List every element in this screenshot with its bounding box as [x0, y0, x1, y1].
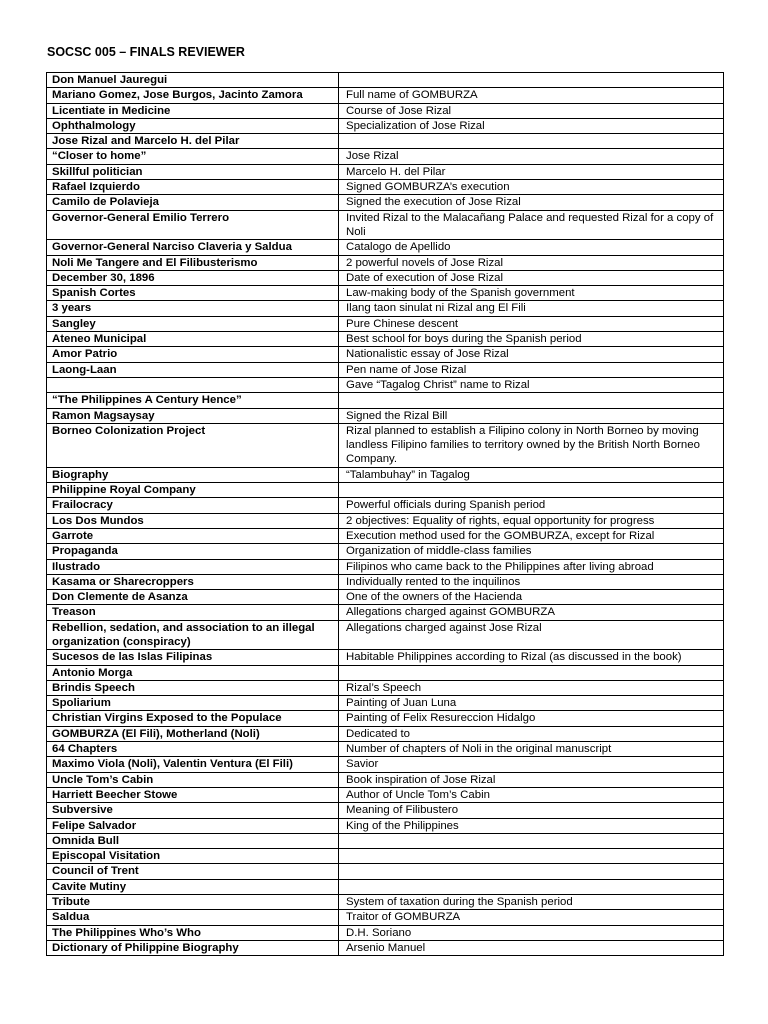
term-cell: Spoliarium: [47, 696, 339, 711]
table-row: [47, 240, 724, 255]
term-cell: Amor Patrio: [47, 347, 339, 362]
table-row: [47, 787, 724, 802]
description-cell: King of the Philippines: [339, 818, 724, 833]
term-cell: Dictionary of Philippine Biography: [47, 940, 339, 955]
description-cell: Arsenio Manuel: [339, 940, 724, 955]
table-row: [47, 895, 724, 910]
table-row: [47, 316, 724, 331]
description-cell: Author of Uncle Tom’s Cabin: [339, 787, 724, 802]
term-cell: Episcopal Visitation: [47, 849, 339, 864]
table-row: [47, 423, 724, 467]
term-cell: Don Clemente de Asanza: [47, 590, 339, 605]
description-cell: Book inspiration of Jose Rizal: [339, 772, 724, 787]
table-row: [47, 377, 724, 392]
table-row: [47, 680, 724, 695]
term-cell: Governor-General Emilio Terrero: [47, 210, 339, 240]
description-cell: [339, 483, 724, 498]
description-cell: Gave “Tagalog Christ” name to Rizal: [339, 377, 724, 392]
description-cell: Pure Chinese descent: [339, 316, 724, 331]
description-cell: Number of chapters of Noli in the original manuscript: [339, 742, 724, 757]
term-cell: “The Philippines A Century Hence”: [47, 393, 339, 408]
term-cell: GOMBURZA (El Fili), Motherland (Noli): [47, 726, 339, 741]
term-cell: Ramon Magsaysay: [47, 408, 339, 423]
table-row: [47, 408, 724, 423]
description-cell: Date of execution of Jose Rizal: [339, 270, 724, 285]
term-cell: Mariano Gomez, Jose Burgos, Jacinto Zamora: [47, 88, 339, 103]
table-row: [47, 528, 724, 543]
description-cell: System of taxation during the Spanish period: [339, 895, 724, 910]
table-row: [47, 772, 724, 787]
description-cell: Invited Rizal to the Malacañang Palace and requested Rizal for a copy of Noli: [339, 210, 724, 240]
description-cell: [339, 879, 724, 894]
table-row: [47, 467, 724, 482]
table-row: [47, 149, 724, 164]
term-cell: Subversive: [47, 803, 339, 818]
description-cell: Organization of middle-class families: [339, 544, 724, 559]
table-row: [47, 726, 724, 741]
table-row: [47, 513, 724, 528]
table-row: [47, 605, 724, 620]
description-cell: Ilang taon sinulat ni Rizal ang El Fili: [339, 301, 724, 316]
description-cell: “Talambuhay” in Tagalog: [339, 467, 724, 482]
table-row: [47, 164, 724, 179]
term-cell: Treason: [47, 605, 339, 620]
table-row: [47, 270, 724, 285]
table-row: [47, 696, 724, 711]
term-cell: Laong-Laan: [47, 362, 339, 377]
description-cell: D.H. Soriano: [339, 925, 724, 940]
term-cell: Sucesos de las Islas Filipinas: [47, 650, 339, 665]
description-cell: Painting of Felix Resureccion Hidalgo: [339, 711, 724, 726]
table-row: [47, 940, 724, 955]
description-cell: Individually rented to the inquilinos: [339, 574, 724, 589]
description-cell: Rizal planned to establish a Filipino colony in North Borneo by moving landless Filipino families to territory owned by the British North Borneo Company.: [339, 423, 724, 467]
term-cell: Felipe Salvador: [47, 818, 339, 833]
table-row: [47, 650, 724, 665]
table-row: [47, 180, 724, 195]
table-row: [47, 864, 724, 879]
description-cell: Dedicated to: [339, 726, 724, 741]
table-row: [47, 544, 724, 559]
table-row: [47, 665, 724, 680]
description-cell: 2 powerful novels of Jose Rizal: [339, 255, 724, 270]
table-row: [47, 195, 724, 210]
term-cell: Harriett Beecher Stowe: [47, 787, 339, 802]
term-cell: Uncle Tom’s Cabin: [47, 772, 339, 787]
description-cell: Filipinos who came back to the Philippines after living abroad: [339, 559, 724, 574]
description-cell: Course of Jose Rizal: [339, 103, 724, 118]
description-cell: Rizal’s Speech: [339, 680, 724, 695]
description-cell: Painting of Juan Luna: [339, 696, 724, 711]
description-cell: [339, 665, 724, 680]
description-cell: Habitable Philippines according to Rizal (as discussed in the book): [339, 650, 724, 665]
term-cell: 3 years: [47, 301, 339, 316]
table-row: [47, 286, 724, 301]
description-cell: Full name of GOMBURZA: [339, 88, 724, 103]
table-row: [47, 347, 724, 362]
table-row: [47, 925, 724, 940]
term-cell: Skillful politician: [47, 164, 339, 179]
table-row: [47, 483, 724, 498]
term-cell: Los Dos Mundos: [47, 513, 339, 528]
term-cell: Garrote: [47, 528, 339, 543]
description-cell: Signed GOMBURZA’s execution: [339, 180, 724, 195]
table-row: [47, 574, 724, 589]
description-cell: [339, 134, 724, 149]
term-cell: Saldua: [47, 910, 339, 925]
term-cell: Maximo Viola (Noli), Valentin Ventura (El Fili): [47, 757, 339, 772]
term-cell: Christian Virgins Exposed to the Populace: [47, 711, 339, 726]
reviewer-table-body: [47, 73, 724, 956]
description-cell: Pen name of Jose Rizal: [339, 362, 724, 377]
term-cell: “Closer to home”: [47, 149, 339, 164]
table-row: [47, 88, 724, 103]
term-cell: Brindis Speech: [47, 680, 339, 695]
term-cell: Don Manuel Jauregui: [47, 73, 339, 88]
description-cell: Nationalistic essay of Jose Rizal: [339, 347, 724, 362]
table-row: [47, 255, 724, 270]
table-row: [47, 711, 724, 726]
table-row: [47, 210, 724, 240]
description-cell: Jose Rizal: [339, 149, 724, 164]
term-cell: The Philippines Who’s Who: [47, 925, 339, 940]
description-cell: [339, 73, 724, 88]
term-cell: Governor-General Narciso Claveria y Saldua: [47, 240, 339, 255]
description-cell: [339, 393, 724, 408]
term-cell: Philippine Royal Company: [47, 483, 339, 498]
term-cell: Council of Trent: [47, 864, 339, 879]
table-row: [47, 879, 724, 894]
table-row: [47, 301, 724, 316]
term-cell: Borneo Colonization Project: [47, 423, 339, 467]
term-cell: Biography: [47, 467, 339, 482]
term-cell: Ophthalmology: [47, 118, 339, 133]
table-row: [47, 757, 724, 772]
table-row: [47, 393, 724, 408]
table-row: [47, 559, 724, 574]
description-cell: Powerful officials during Spanish period: [339, 498, 724, 513]
table-row: [47, 803, 724, 818]
table-row: [47, 362, 724, 377]
table-row: [47, 590, 724, 605]
term-cell: December 30, 1896: [47, 270, 339, 285]
page-title: SOCSC 005 – FINALS REVIEWER: [47, 45, 245, 59]
table-row: [47, 118, 724, 133]
term-cell: 64 Chapters: [47, 742, 339, 757]
term-cell: Kasama or Sharecroppers: [47, 574, 339, 589]
table-row: [47, 818, 724, 833]
table-row: [47, 134, 724, 149]
reviewer-table: [46, 72, 724, 956]
description-cell: Allegations charged against Jose Rizal: [339, 620, 724, 650]
description-cell: Specialization of Jose Rizal: [339, 118, 724, 133]
table-row: [47, 73, 724, 88]
description-cell: Allegations charged against GOMBURZA: [339, 605, 724, 620]
term-cell: Ateneo Municipal: [47, 332, 339, 347]
description-cell: Savior: [339, 757, 724, 772]
term-cell: Antonio Morga: [47, 665, 339, 680]
description-cell: [339, 833, 724, 848]
description-cell: One of the owners of the Hacienda: [339, 590, 724, 605]
term-cell: [47, 377, 339, 392]
term-cell: Frailocracy: [47, 498, 339, 513]
table-row: [47, 332, 724, 347]
table-row: [47, 620, 724, 650]
term-cell: Sangley: [47, 316, 339, 331]
term-cell: Rebellion, sedation, and association to an illegal organization (conspiracy): [47, 620, 339, 650]
description-cell: Best school for boys during the Spanish period: [339, 332, 724, 347]
description-cell: Signed the Rizal Bill: [339, 408, 724, 423]
description-cell: [339, 864, 724, 879]
table-row: [47, 103, 724, 118]
description-cell: 2 objectives: Equality of rights, equal opportunity for progress: [339, 513, 724, 528]
description-cell: Meaning of Filibustero: [339, 803, 724, 818]
term-cell: Tribute: [47, 895, 339, 910]
description-cell: Traitor of GOMBURZA: [339, 910, 724, 925]
description-cell: [339, 849, 724, 864]
term-cell: Noli Me Tangere and El Filibusterismo: [47, 255, 339, 270]
table-row: [47, 742, 724, 757]
term-cell: Licentiate in Medicine: [47, 103, 339, 118]
table-row: [47, 833, 724, 848]
term-cell: Ilustrado: [47, 559, 339, 574]
term-cell: Jose Rizal and Marcelo H. del Pilar: [47, 134, 339, 149]
term-cell: Camilo de Polavieja: [47, 195, 339, 210]
description-cell: Law-making body of the Spanish government: [339, 286, 724, 301]
term-cell: Propaganda: [47, 544, 339, 559]
description-cell: Catalogo de Apellido: [339, 240, 724, 255]
term-cell: Spanish Cortes: [47, 286, 339, 301]
table-row: [47, 498, 724, 513]
term-cell: Cavite Mutiny: [47, 879, 339, 894]
table-row: [47, 910, 724, 925]
term-cell: Omnida Bull: [47, 833, 339, 848]
term-cell: Rafael Izquierdo: [47, 180, 339, 195]
description-cell: Execution method used for the GOMBURZA, except for Rizal: [339, 528, 724, 543]
description-cell: Marcelo H. del Pilar: [339, 164, 724, 179]
table-row: [47, 849, 724, 864]
description-cell: Signed the execution of Jose Rizal: [339, 195, 724, 210]
